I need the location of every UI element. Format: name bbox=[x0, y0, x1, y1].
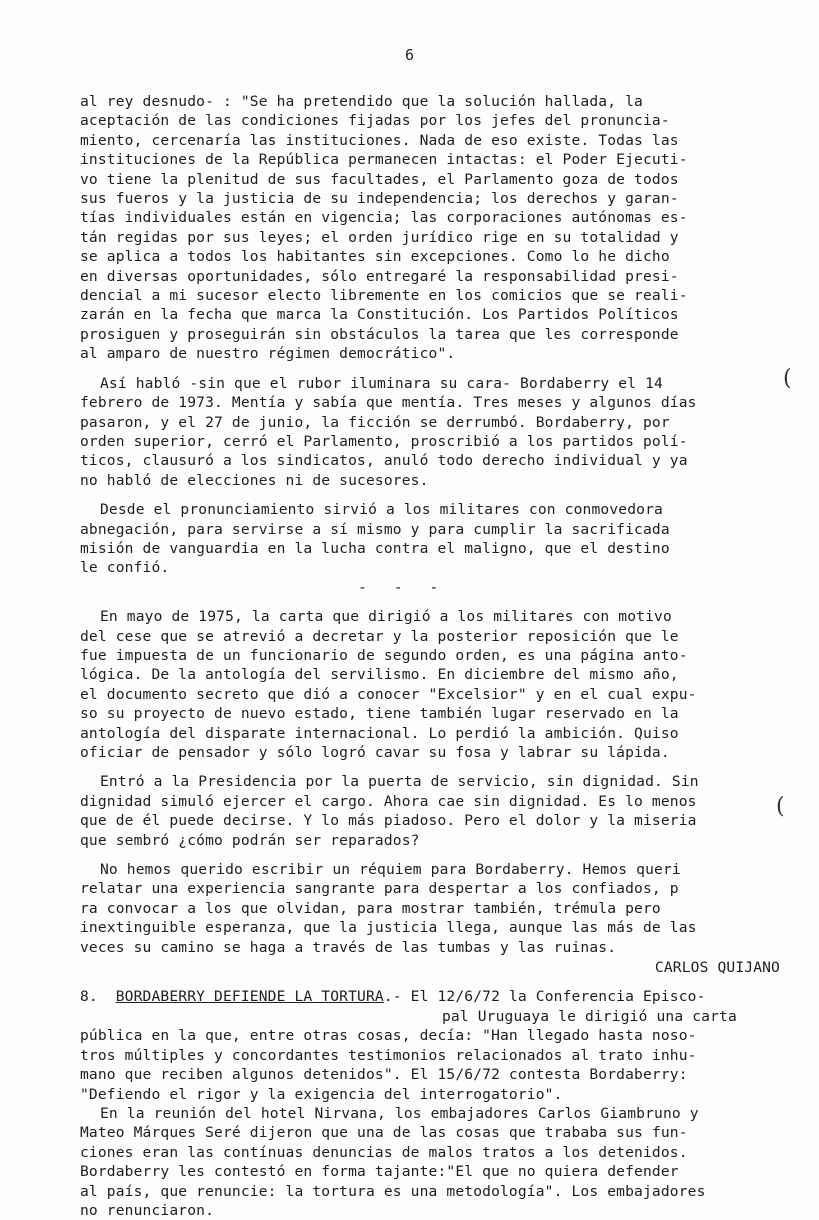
text-line: febrero de 1973. Mentía y sabía que mentía. Tres meses y algunos días bbox=[80, 394, 697, 412]
text-line: zarán en la fecha que marca la Constitución. Los Partidos Políticos bbox=[80, 306, 679, 324]
text-line: oficiar de pensador y sólo logró cavar su fosa y labrar su lápida. bbox=[80, 744, 670, 761]
text-line: misión de vanguardia en la lucha contra el maligno, que el destino bbox=[80, 539, 670, 557]
text-line: pal Uruguaya le dirigió una carta bbox=[442, 1007, 737, 1025]
section-number: 8. bbox=[80, 988, 98, 1006]
paragraph-asi-hablo bbox=[80, 374, 780, 490]
text-line: pública en la que, entre otras cosas, decía: "Han llegado hasta noso- bbox=[80, 1027, 697, 1045]
text-line: Desde el pronunciamiento sirvió a los militares con conmovedora bbox=[100, 501, 663, 519]
text-line: abnegación, para servirse a sí mismo y para cumplir la sacrificada bbox=[80, 520, 670, 538]
text-line: vo tiene la plenitud de sus facultades, el Parlamento goza de todos bbox=[80, 170, 679, 188]
text-line: Entró a la Presidencia por la puerta de servicio, sin dignidad. Sin bbox=[100, 773, 699, 791]
section-heading-line bbox=[80, 987, 780, 1006]
text-line: antología del disparate internacional. Lo perdió la ambición. Quiso bbox=[80, 724, 679, 742]
text-line: instituciones de la República permanecen intactas: el Poder Ejecuti- bbox=[80, 151, 688, 169]
text-line: tros múltiples y concordantes testimonios relacionados al trato inhu- bbox=[80, 1046, 697, 1064]
text-line: ra convocar a los que olvidan, para mostrar también, trémula pero bbox=[80, 899, 661, 917]
section-separator: - - - bbox=[358, 578, 439, 596]
text-line: relatar una experiencia sangrante para despertar a los confiados, p bbox=[80, 880, 679, 898]
text-line: al país, que renuncie: la tortura es una metodología". Los embajadores bbox=[80, 1182, 706, 1200]
text-line: el documento secreto que dió a conocer "Excelsior" y en el cual expu- bbox=[80, 685, 697, 703]
text-line: mano que reciben algunos detenidos". El 15/6/72 contesta Bordaberry: bbox=[80, 1066, 688, 1084]
document-body bbox=[80, 92, 780, 1220]
section-8 bbox=[80, 987, 780, 1220]
text-line: fue impuesta de un funcionario de segundo orden, es una página anto- bbox=[80, 646, 688, 664]
text-line: miento, cercenaría las instituciones. Nada de eso existe. Todas las bbox=[80, 131, 679, 149]
text-line: le confió. bbox=[80, 559, 170, 577]
text-line: inextinguible esperanza, que la justicia llega, aunque las más de las bbox=[80, 919, 697, 937]
text-line: En mayo de 1975, la carta que dirigió a los militares con motivo bbox=[100, 608, 672, 626]
text-line: Bordaberry les contestó en forma tajante:"El que no quiera defender bbox=[80, 1163, 679, 1181]
text-line: del cese que se atrevió a decretar y la posterior reposición que le bbox=[80, 627, 679, 645]
margin-mark: ( bbox=[783, 366, 792, 391]
paragraph-mayo-1975 bbox=[80, 607, 780, 762]
text-line: ciones eran las contínuas denuncias de malos tratos a los detenidos. bbox=[80, 1143, 688, 1161]
paragraph-requiem bbox=[80, 860, 780, 957]
text-line: se aplica a todos los habitantes sin excepciones. Como lo he dicho bbox=[80, 248, 670, 266]
text-line: orden superior, cerró el Parlamento, proscribió a los partidos polí- bbox=[80, 432, 688, 450]
text-line: aceptación de las condiciones fijadas por los jefes del pronuncia- bbox=[80, 112, 670, 130]
text-line: No hemos querido escribir un réquiem para Bordaberry. Hemos queri bbox=[100, 861, 681, 879]
text-line: tías individuales están en vigencia; las corporaciones autónomas es- bbox=[80, 209, 688, 227]
text-line: so su proyecto de nuevo estado, tiene también lugar reservado en la bbox=[80, 705, 679, 723]
text-line: en diversas oportunidades, sólo entregaré la responsabilidad presi- bbox=[80, 267, 679, 285]
text-line: al rey desnudo- : "Se ha pretendido que la solución hallada, la bbox=[80, 93, 643, 110]
page-number: 6 bbox=[404, 46, 415, 64]
text-line: que sembró ¿cómo podrán ser reparados? bbox=[80, 831, 420, 849]
text-line: dencial a mi sucesor electo libremente en los comicios que se reali- bbox=[80, 287, 688, 305]
text-line: no habló de elecciones ni de sucesores. bbox=[80, 471, 429, 489]
text-line: veces su camino se haga a través de las tumbas y las ruinas. bbox=[80, 938, 617, 956]
text-line: En la reunión del hotel Nirvana, los embajadores Carlos Giambruno y bbox=[100, 1104, 699, 1122]
text-line: "Defiendo el rigor y la exigencia del interrogatorio". bbox=[80, 1085, 563, 1103]
paragraph-pronunciamiento bbox=[80, 500, 780, 578]
paragraph-presidencia bbox=[80, 772, 780, 850]
text-line: Así habló -sin que el rubor iluminara su cara- Bordaberry el 14 bbox=[100, 374, 663, 392]
text-line: no renunciaron. bbox=[80, 1201, 215, 1219]
margin-mark: ( bbox=[776, 794, 785, 819]
text-line: tán regidas por sus leyes; el orden jurídico rige en su totalidad y bbox=[80, 228, 679, 246]
text-line: pasaron, y el 27 de junio, la ficción se derrumbó. Bordaberry, por bbox=[80, 413, 670, 431]
text-line: prosiguen y proseguirán sin obstáculos la tarea que les corresponde bbox=[80, 325, 679, 343]
text-line: ticos, clausuró a los sindicatos, anuló todo derecho individual y ya bbox=[80, 452, 688, 470]
text-line: dignidad simuló ejercer el cargo. Ahora cae sin dignidad. Es lo menos bbox=[80, 792, 697, 810]
text-line: Mateo Márques Seré dijeron que una de las cosas que trababa sus fun- bbox=[80, 1124, 688, 1142]
paragraph-quote bbox=[80, 92, 780, 364]
text-line: sus fueros y la justicia de su independencia; los derechos y garan- bbox=[80, 190, 679, 208]
section-heading: BORDABERRY DEFIENDE LA TORTURA bbox=[115, 988, 384, 1006]
text-line: que de él puede decirse. Y lo más piadoso. Pero el dolor y la miseria bbox=[80, 812, 697, 830]
text-line: al amparo de nuestro régimen democrático". bbox=[80, 345, 456, 363]
author-signature: CARLOS QUIJANO bbox=[654, 959, 780, 977]
text-line: lógica. De la antología del servilismo. En diciembre del mismo año, bbox=[80, 666, 679, 684]
section-heading-suffix: .- El 12/6/72 la Conferencia Episco- bbox=[383, 988, 706, 1006]
